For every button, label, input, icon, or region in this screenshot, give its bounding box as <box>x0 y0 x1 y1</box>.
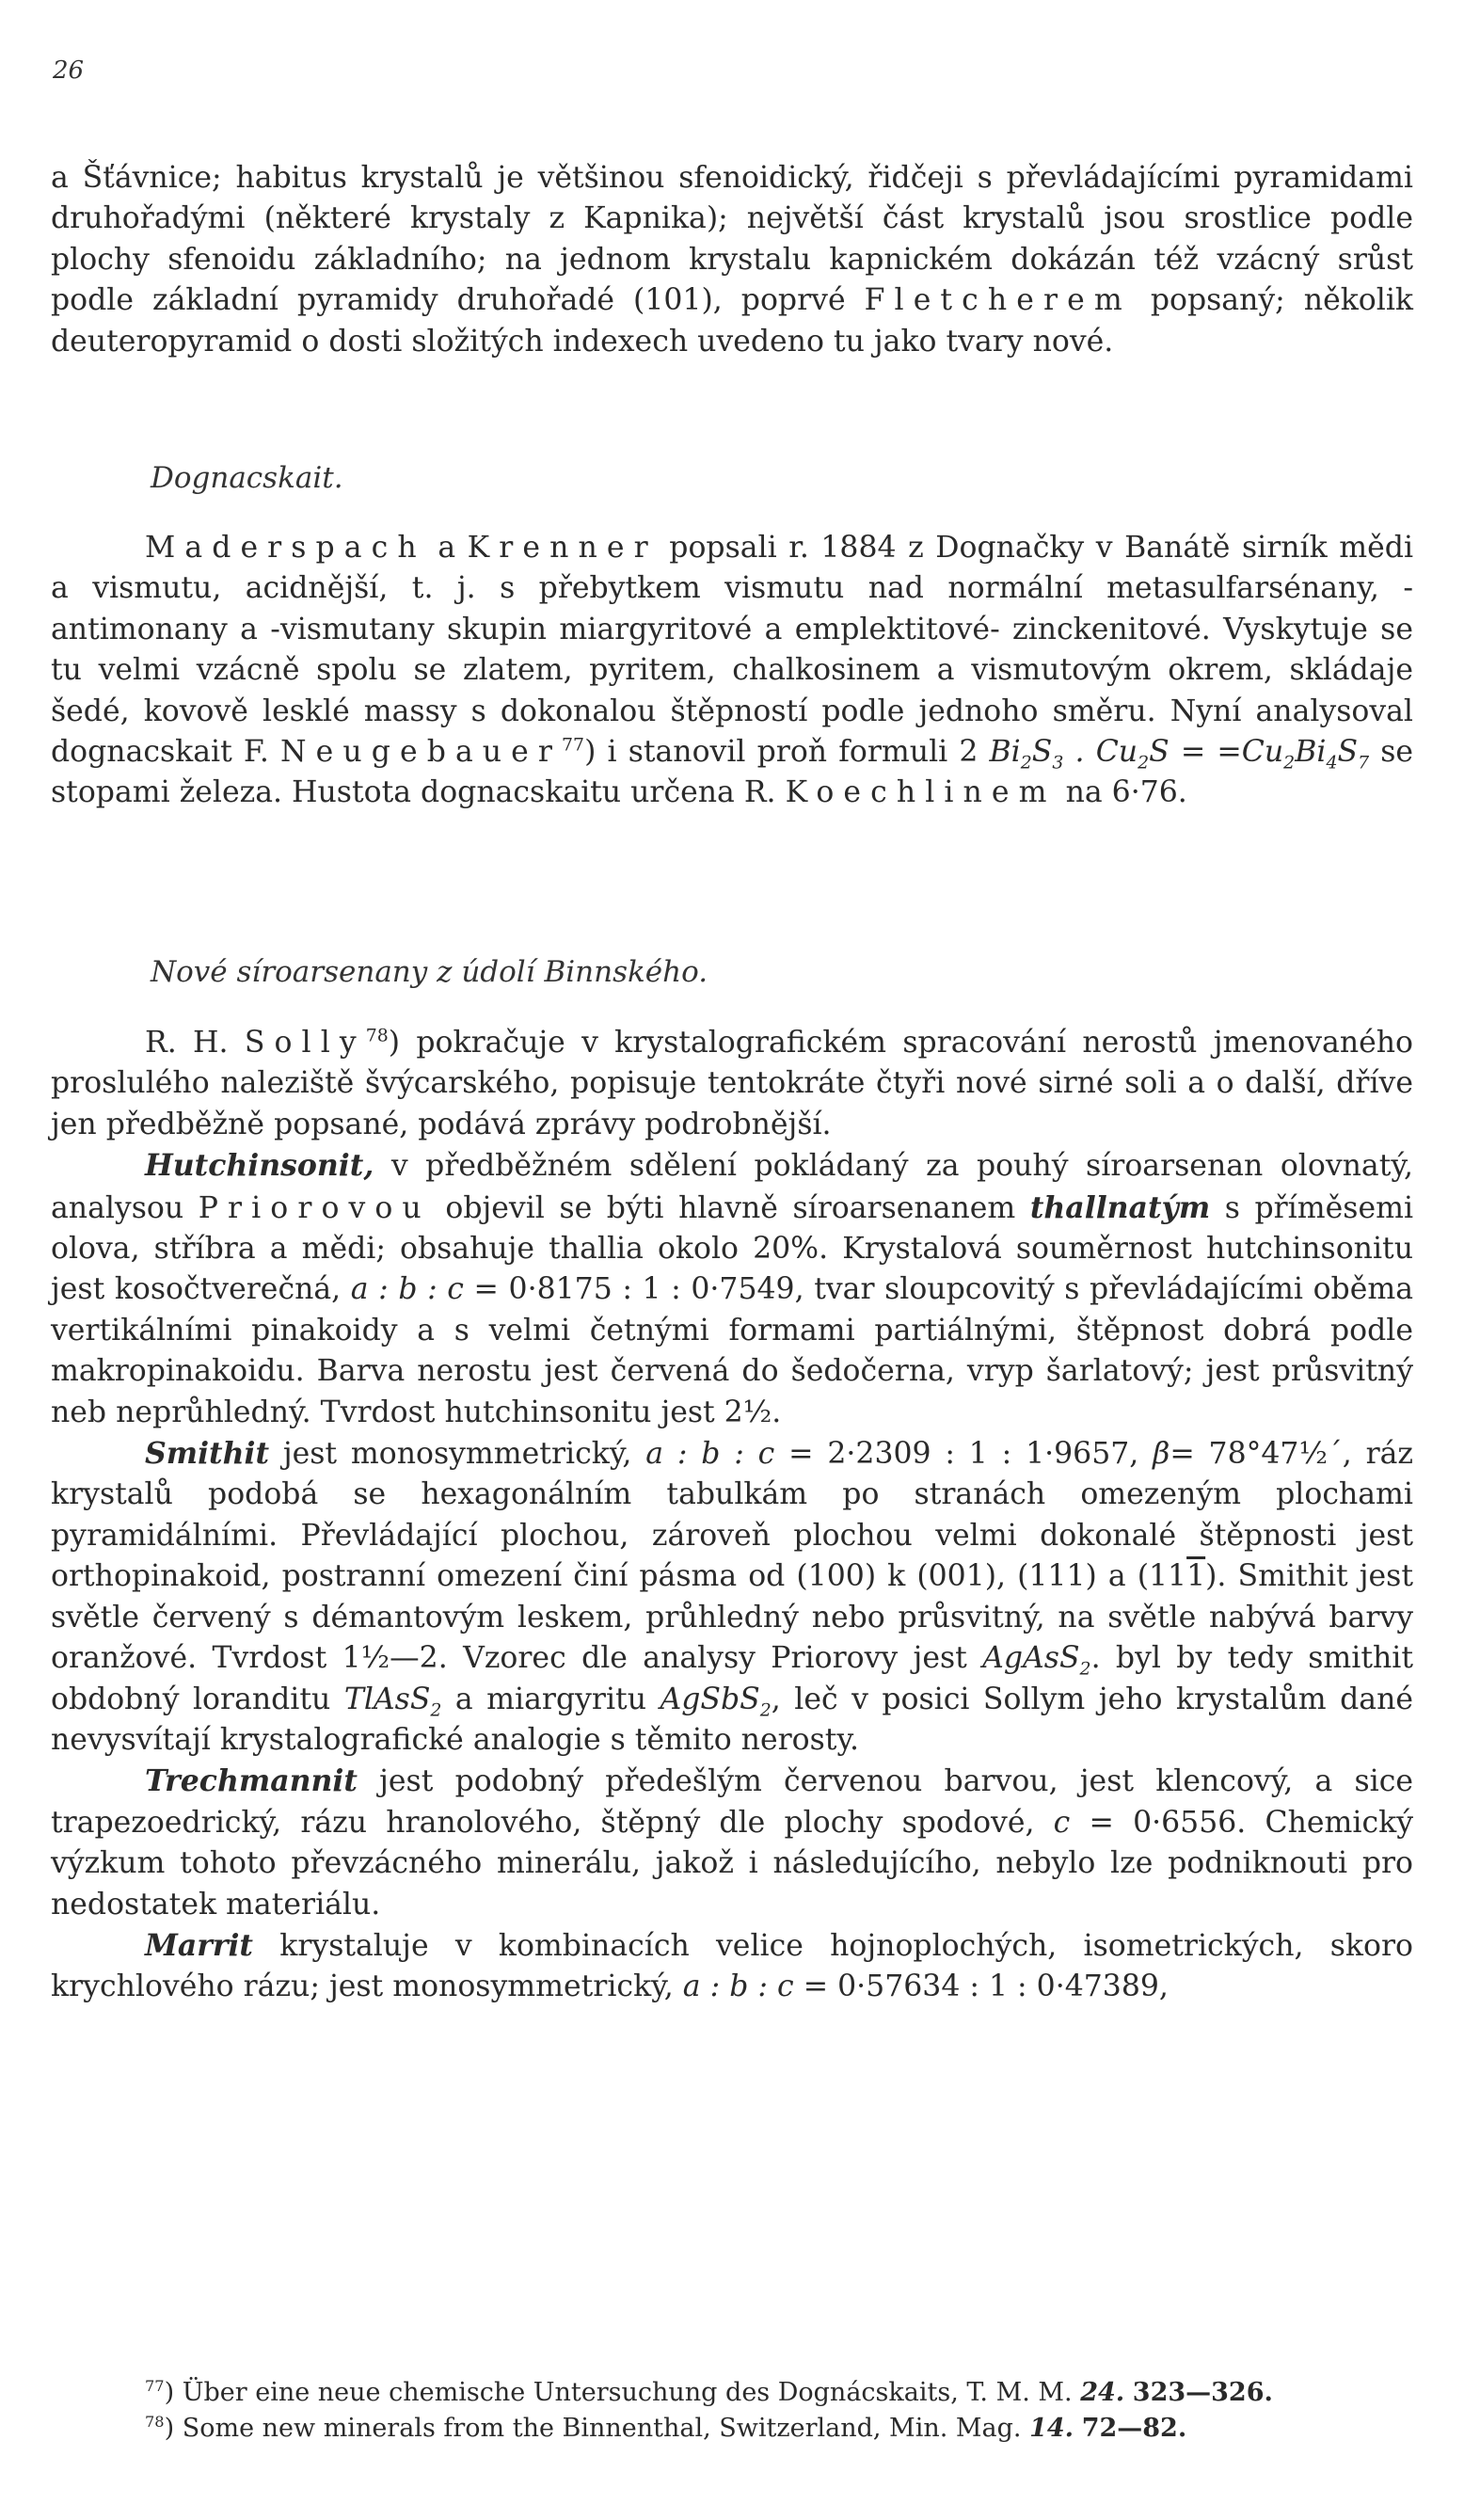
term-thallnatym: thallnatým <box>1029 1189 1211 1225</box>
axes-hutchinsonit: a : b : c <box>350 1272 464 1307</box>
heading-sulfarsenates: Nové síroarsenany z údolí Binnského. <box>151 955 708 989</box>
author-maderspach: Maderspach <box>145 531 426 565</box>
p1-text: a Šťávnice; habitus krystalů je většinou sfenoidický, řidčeji s převládajícími pyramidami druhořadými (některé krystaly z Kapnika); největší část krystalů jsou srostlice podle plochy sfenoidu základního; na jednom krystalu kapnickém dokázán též vzácný srůst podle základní pyramidy druhořadé (101), poprvé <box>51 161 1413 318</box>
paragraph-smithit: Smithit jest monosymmetrický, a : b : c = 2·2309 : 1 : 1·9657, β= 78°47½´, ráz krystalů podobá se hexagonálním tabulkám po stranách omezeným plochami pyramidálními. Převládající plochou, zároveň plochou velmi dokonalé štěpnosti jest orthopinakoid, postranní omezení činí pásma od (100) k (001), (111) a (111). Smithit jest světle červený s démantovým leskem, průhledný nebo průsvitný, na světle nabývá barvy oranžové. Tvrdost 1½—2. Vzorec dle analysy Priorovy jest AgAsS$_2$. byl by tedy smithit obdobný loranditu TlAsS$_2$ a miargyritu AgSbS$_2$, leč v posici Sollym jeho krystalům dané nevysvítají krystalografické analogie s těmito nerosty. <box>51 1436 1414 1757</box>
footnote-ref-78: 78 <box>365 1025 389 1046</box>
footnote-ref-77: 77 <box>562 734 585 756</box>
paragraph-stavnice <box>51 158 1413 362</box>
axes-smithit: a : b : c <box>645 1437 775 1472</box>
paragraph-marrit: Marrit krystaluje v kombinacích velice hojnoplochých, isometrických, skoro krychlového rázu; jest monosymmetrický, a : b : c = 0·57634 : 1 : 0·47389, <box>51 1927 1413 2004</box>
mineral-marrit: Marrit <box>145 1927 253 1963</box>
paragraph-solly: R. H. Solly$^{78}$) pokračuje v krystalografickém spracování nerostů jmenovaného proslulého naleziště švýcarského, popisuje tentokráte čtyři nové sirné soli a o další, dříve jen předběžně popsané, podává zprávy podrobnější. <box>51 1025 1414 1141</box>
author-prior: Priorovou <box>198 1190 431 1225</box>
footnotes <box>51 2375 1413 2447</box>
mineral-smithit: Smithit <box>145 1436 270 1472</box>
formula-tlass2: TlAsS$_2$ <box>343 1682 442 1720</box>
formula-1: $Bi_2S_3$ . $Cu_2S$ = <box>989 735 1206 774</box>
paragraph-trechmannit: Trechmannit jest podobný předešlým červenou barvou, jest klencový, a sice trapezoedrický, rázu hranolového, štěpný dle plochy spodové, c = 0·6556. Chemický výzkum tohoto převzácného minerálu, jakož i následujícího, nebylo lze podniknouti pro nedostatek materiálu. <box>51 1763 1414 1922</box>
dognacskait-text-3: se stopami železa. Hustota dognacskaitu určena R. <box>51 735 1414 810</box>
footnote-77: $^{77}$) Über eine neue chemische Untersuchung des Dognácskaits, T. M. M. 24. 323—326. <box>145 2377 1273 2407</box>
author-solly: Solly <box>244 1026 366 1060</box>
paragraph-dognacskait <box>51 528 1413 814</box>
formula-2: $=Cu_2Bi_4S_7$ <box>1217 735 1370 774</box>
footnote-78: $^{78}$) Some new minerals from the Binnenthal, Switzerland, Min. Mag. 14. 72—82. <box>145 2413 1187 2443</box>
dognacskait-text-1: popsali r. 1884 z Dognačky v Banátě sirník mědi a vismutu, acidnější, t. j. s přebytkem vismutu nad normální metasulfarsénany, -antimonany a -vismutany skupin miargyritové a emplektitové- zinckenitové. Vyskytuje se tu velmi vzácně spolu se zlatem, pyritem, chalkosinem a vismutovým okrem, skládaje šedé, kovově lesklé massy s dokonalou štěpností podle jednoho směru. Nyní analysoval dognacskait F. <box>51 531 1414 770</box>
author-krenner: Krenner <box>467 531 658 565</box>
author-koechlin: Koechlinem <box>785 775 1057 810</box>
axes-marrit: a : b : c <box>682 1970 794 2004</box>
dognacskait-text-4: na 6·76. <box>1065 775 1187 810</box>
heading-dognacskait: Dognacskait. <box>151 461 343 495</box>
dognacskait-text-2: ) i stanovil proň formuli 2 <box>584 735 979 770</box>
p1-end: popsaný; několik deuteropyramid o dosti složitých indexech uvedeno tu jako tvary nové. <box>51 283 1414 359</box>
section-sulfarsenates <box>51 1023 1413 2008</box>
formula-agass2: AgAsS$_2$ <box>982 1641 1091 1680</box>
mineral-hutchinsonit: Hutchinsonit, <box>145 1148 374 1184</box>
mineral-trechmannit: Trechmannit <box>145 1763 358 1799</box>
page-number: 26 <box>53 56 85 85</box>
conj-a: a <box>438 531 456 565</box>
formula-agsbs2: AgSbS$_2$ <box>660 1682 772 1720</box>
author-neugebauer: Neugebauer <box>280 735 563 770</box>
bar-index: 1 <box>1186 1559 1206 1594</box>
author-fletcher: Fletcherem <box>864 283 1132 318</box>
paragraph-hutchinsonit: Hutchinsonit, v předběžném sdělení pokládaný za pouhý síroarsenan olovnatý, analysou Priorovou objevil se býti hlavně síroarsenanem thallnatým s příměsemi olova, stříbra a mědi; obsahuje thallia okolo 20%. Krystalová souměrnost hutchinsonitu jest kosočtverečná, a : b : c = 0·8175 : 1 : 0·7549, tvar sloupcovitý s převládajícími oběma vertikálními pinakoidy a s velmi četnými formami partiálnými, štěpnost dobrá podle makropinakoidu. Barva nerostu jest červená do šedočerna, vryp šarlatový; jest průsvitný neb neprůhledný. Tvrdost hutchinsonitu jest 2½. <box>51 1148 1414 1429</box>
